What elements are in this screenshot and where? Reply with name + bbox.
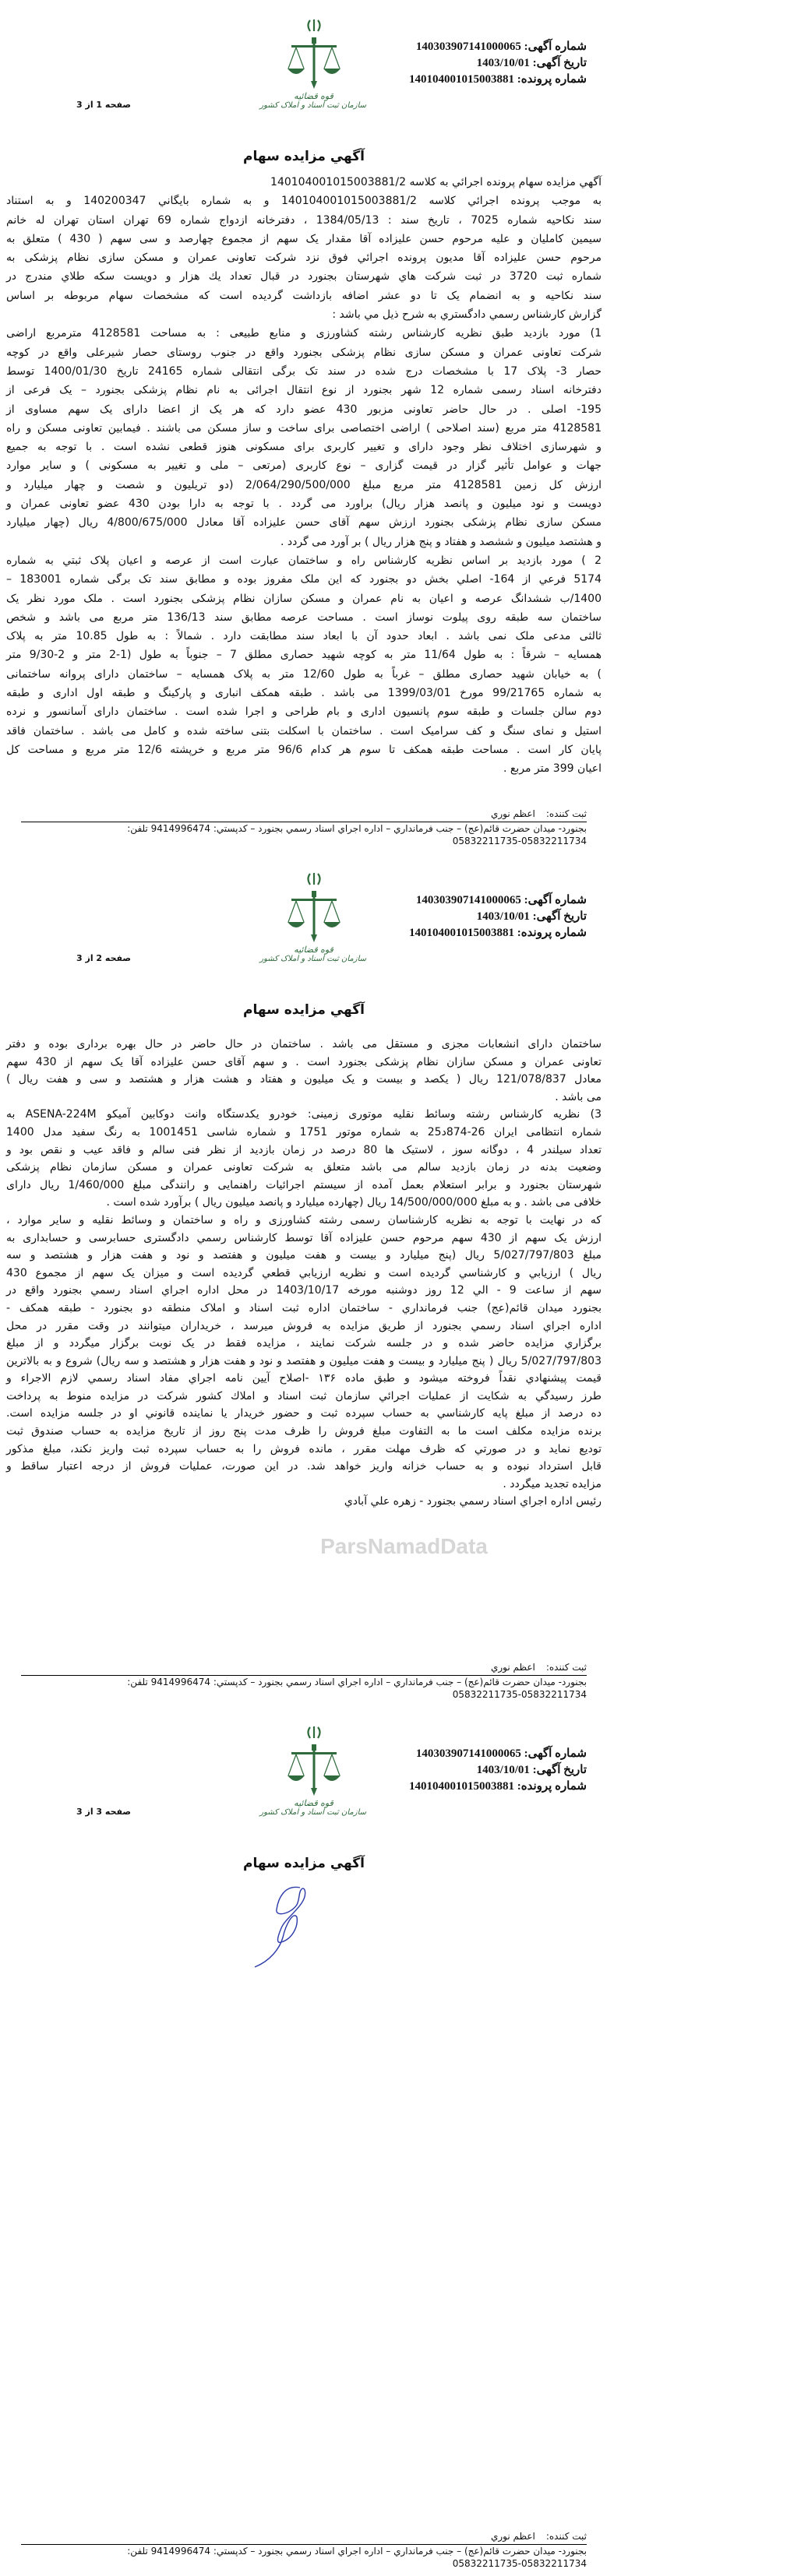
- judiciary-logo: [261, 1726, 366, 1831]
- ad-header: [409, 39, 587, 88]
- text-line: آگهي مزايده سهام پرونده اجرائي به كلاسه 140104001015003881/2: [270, 176, 602, 188]
- page-title: آگهي مزايده سهام: [243, 149, 365, 164]
- text-line: 4128581 متر مربع (سند اصلاحی ) اراضی اختصاصی برای ساخت و ساز مسکن می باشند . فیمابین تعاونی مسکن و راه: [6, 421, 602, 435]
- text-line: دفترخانه اسناد رسمی شماره 12 شهر بجنورد از نوع انتقال اجرائی به نام نظام پزشکی بجنورد – یک فرعی از: [6, 384, 602, 397]
- text-line: رئيس اداره اجراي اسناد رسمي بجنورد - زهره علي آبادي: [344, 1495, 602, 1508]
- signature-icon: [253, 1883, 323, 1969]
- notice-body: [6, 1036, 602, 1511]
- ad-number-label: شماره آگهی:: [524, 1747, 587, 1760]
- scales-of-justice-icon: [287, 1726, 341, 1797]
- text-line: 195- اصلی . در حال حاضر تعاونی مزبور 430 عضو دارد که هر یک از اعضا دارای یک سهم مساوی از: [6, 403, 602, 416]
- scales-of-justice-icon: [287, 872, 341, 944]
- ad-header: [409, 892, 587, 941]
- page-footer: [21, 794, 587, 847]
- text-line: بجنورد ميدان قائم(عج) جنب فرمانداري - ساختمان اداره ثبت اسناد و املاک منطقه دو بجنورد - طبقه همکف -: [6, 1301, 602, 1314]
- ad-number: [409, 39, 587, 55]
- text-line: ریال ) ارزيابي و كارشناسي گرديده است و نظريه ارزيابي قطعي گرديده است و ميزان يک سهم از مجموع 430: [6, 1266, 602, 1279]
- registrar-name: اعظم نوري: [490, 2531, 535, 2542]
- text-line: مسکن سازی نظام پزشکی بجنورد ارزش سهم آقای حسن علیزاده آقا معادل 4/800/675/000 ریال (چهار میلیارد: [6, 516, 602, 530]
- text-line: شهرستان بجنورد و برابر استعلام بعمل آمده از سیستم اجرائیات راهنمایی و رانندگی مبلغ 1/460/000 ریال دارای: [6, 1178, 602, 1191]
- ad-number: [409, 892, 587, 909]
- registrar-label: ثبت كننده:: [545, 2531, 587, 2542]
- signature: [253, 1883, 323, 1972]
- text-line: گزارش كارشناس رسمي دادگستري به شرح ذيل مي باشد :: [332, 308, 602, 322]
- file-number: [409, 1779, 587, 1795]
- text-line: سند نكاحيه شماره 7025 ، تاريخ سند : 1384/05/13 ، دفترخانه ازدواج شماره 69 تهران استان تهران له خانم: [6, 213, 602, 227]
- paragraph: [6, 173, 602, 192]
- text-line: سند نكاحيه و به انضمام يک تا دو عشر اضافه بازداشت گرديده است كه مشخصات سهام مربوطه بر اساس: [6, 289, 602, 302]
- logo-subtitle: سازمان ثبت اسناد و املاک کشور: [259, 955, 366, 963]
- file-number-value: 140104001015003881: [408, 927, 514, 939]
- logo-subtitle: سازمان ثبت اسناد و املاک کشور: [259, 101, 366, 110]
- ad-date-value: 1403/10/01: [476, 910, 530, 923]
- text-line: که در نهایت با توجه به نظریه کارشناسان رسمی رشته کشاورزی و راه و ساختمان و وسائط نقلیه و سایر موارد ،: [6, 1213, 602, 1226]
- ad-number-value: 140303907141000065: [415, 40, 521, 53]
- footer-address: بجنورد- ميدان حضرت قائم(عج) – جنب فرمانداري – اداره اجراي اسناد رسمي بجنورد – كدپستي: 9414996474 تلفن:: [127, 2546, 587, 2557]
- text-line: پایان کار است . مساحت طبقه همکف تا سوم هر کدام 96/6 متر مربع و خرپشته 12/6 متر مربع و مساحت کل: [6, 743, 602, 756]
- page-number: صفحه 2 از 3: [76, 953, 132, 963]
- ad-date-label: تاریخ آگهی:: [532, 57, 587, 69]
- text-line: شرکت تعاونی عمران و مسکن سازی نظام پزشکی بجنورد واقع در جنوب روستای حصار شیرعلی واقع در کوچه: [6, 346, 602, 359]
- footer-address: بجنورد- ميدان حضرت قائم(عج) – جنب فرمانداري – اداره اجراي اسناد رسمي بجنورد – كدپستي: 9414996474 تلفن:: [127, 1677, 587, 1687]
- text-line: قيمت پيشنهادي نقداً فروخته ميشود و طبق ماده ۱۳۶ -اصلاح آيين نامه اجراي مفاد اسناد رسمي لازم الاجراء و: [6, 1372, 602, 1385]
- text-line: دوم سالن جلسات و طبقه سوم پانسیون اداری و بام طراحی و اجرا شده است . ساختمان دارای آسانسور و نرده: [6, 706, 602, 719]
- registrar-label: ثبت كننده:: [545, 1662, 587, 1673]
- text-line: ثالثی مدعی ملک نمی باشد . ابعاد حدود آن با ابعاد سند مطابقت دارد . شمالاً : به طول 10.85 متر به پلاک: [6, 630, 602, 643]
- text-line: مرحوم حسن عليزاده آقا مديون پرونده اجرائي فوق نزد شرکت تعاونی عمران و مسکن سازی نظام پزشکی به: [6, 252, 602, 265]
- registrar: [21, 1659, 587, 1675]
- paragraph: [6, 192, 602, 324]
- text-line: ارزش کل زمین 4128581 متر مربع مبلغ 2/064/290/500/000 (دو تریلیون و شصت و چهار میلیارد و: [6, 478, 602, 491]
- text-line: خلافی می باشد . و به مبلغ 14/500/000/000 ریال (چهارده میلیارد و پانصد میلیون ریال ) برآورد شده است .: [106, 1196, 602, 1209]
- text-line: 3) نظریه کارشناس رشته وسائط نقلیه موتوری زمینی: خودرو یکدستگاه وانت دوکابین آمیکو ASENA-224M به: [6, 1108, 602, 1121]
- page-footer: [21, 2516, 587, 2570]
- footer-phones: 05832211735-05832211734: [452, 2558, 587, 2569]
- scales-of-justice-icon: [287, 19, 341, 90]
- text-line: و شهرسازی اختلاف نظر وجود دارای و تغییر کاربری برای مسکونی هنوز قطعی نشده است . با توجه به جمیع: [6, 441, 602, 454]
- text-line: به شماره 99/21765 مورخ 1399/03/01 می باشد . طبقه همکف انباری و پارکینگ و طبقه اول اداری و طبقه: [6, 687, 602, 700]
- footer-address: بجنورد- ميدان حضرت قائم(عج) – جنب فرمانداري – اداره اجراي اسناد رسمي بجنورد – كدپستي: 9414996474 تلفن:: [127, 823, 587, 834]
- text-line: طرز رسيدگي به شكايت از عمليات اجرائي سازمان ثبت اسناد و املاك كشور شركت در مزايده منوط به پرداخت: [6, 1389, 602, 1402]
- watermark: ParsNamadData: [320, 1534, 488, 1559]
- ad-date-value: 1403/10/01: [476, 1764, 530, 1776]
- text-line: ) به خیابان شهید حصاری مطلق – غرباً به طول 12/60 متر به پلاک همسایه – ساختمان دارای پروانه ساختمانی: [6, 667, 602, 681]
- text-line: ده درصد از مبلغ پايه كارشناسي به حساب سپرده ثبت و حضور خريدار يا نماينده قانوني او در جلسه مزايده است.: [6, 1407, 602, 1420]
- file-number-label: شماره پرونده:: [517, 927, 587, 939]
- paragraph: [6, 324, 602, 551]
- ad-number-value: 140303907141000065: [415, 1747, 521, 1760]
- registrar-name: اعظم نوري: [490, 1662, 535, 1673]
- text-line: شماره ثبت 3720 در ثبت شركت هاي شهرستان بجنورد در قبال تعداد يك هزار و دويست سكه طلاي مندرج در: [6, 270, 602, 283]
- ad-number-label: شماره آگهی:: [524, 40, 587, 53]
- text-line: ساختمان سه طبقه روی پیلوت نوساز است . مساحت عرصه مطابق سند 136/13 متر مربع می باشد و شخص: [6, 611, 602, 624]
- text-line: 5174 فرعي از 164- اصلي بخش دو بجنورد که این ملک مفروز بوده و مطابق سند تک برگی شماره 183001 –: [6, 573, 602, 586]
- paragraph: [6, 551, 602, 779]
- paragraph: [6, 1036, 602, 1106]
- page-footer: [21, 1647, 587, 1701]
- text-line: برنده مزايده مكلف است ما به التفاوت مبلغ فروش را ظرف مدت پنج روز از تاريخ مزايده به حساب صندوق ثبت: [6, 1425, 602, 1438]
- text-line: 5/027/797/803 ریال ( پنج میلیارد و بیست و هفت میلیون و هفتصد و نود و هفت هزار و هشتصد و سه ریال) شروع و به بالاترين: [6, 1354, 602, 1367]
- footer-phones: 05832211735-05832211734: [452, 1689, 587, 1700]
- file-number-value: 140104001015003881: [408, 1780, 514, 1793]
- text-line: سيمين كامليان و عليه مرحوم حسن عليزاده آقا مقدار يک سهم از مجموع چهارصد و سی سهم ( 430 ) متعلق به: [6, 232, 602, 245]
- text-line: قابل استرداد نبوده و به حساب خزانه واريز خواهد شد. در اين صورت، عمليات فروش از درجه اعتبار ساقط و: [6, 1460, 602, 1473]
- page-3: [0, 1707, 808, 2576]
- text-line: همسایه – شرقاً : به طول 11/64 متر به کوچه شهید حصاری مطلق 7 – جنوباً به طول (1-2 متر و 2-9/30 متر: [6, 649, 602, 662]
- logo-subtitle: سازمان ثبت اسناد و املاک کشور: [259, 1808, 366, 1817]
- file-number-value: 140104001015003881: [408, 73, 514, 86]
- text-line: 1400/ب ششدانگ عرصه و اعیان به نام عمران و مسکن سازان نظام پزشکی بجنورد است . ملک مورد نظر یک: [6, 592, 602, 605]
- text-line: اداره اجراي اسناد رسمي بجنورد از طريق مزايده به فروش ميرسد ، خريداران ميتوانند در وقت مقرر در محل: [6, 1319, 602, 1332]
- page-1: [0, 0, 808, 853]
- text-line: دویست و نود میلیون و پانصد هزار ریال) براورد می گردد . با توجه به دارا بودن 430 عضو تعاونی عمران و: [6, 498, 602, 511]
- text-line: و هشتصد میلیون و ششصد و هفتاد و پنج هزار ریال ) بر آورد می گردد .: [280, 535, 602, 548]
- page-number: صفحه 1 از 3: [76, 100, 132, 110]
- page-title: آگهي مزايده سهام: [243, 1002, 365, 1018]
- page-number: صفحه 3 از 3: [76, 1807, 132, 1817]
- ad-date-label: تاریخ آگهی:: [532, 910, 587, 923]
- text-line: مبلغ 5/027/797/803 ریال (پنج میلیارد و بیست و هفت میلیون و هفتصد و نود و هفت هزار و هشتصد و سه: [6, 1249, 602, 1262]
- registrar: [21, 806, 587, 822]
- notice-body: [6, 173, 602, 779]
- footer-phones: 05832211735-05832211734: [452, 836, 587, 846]
- text-line: تعاونی عمران و مسکن سازان نظام پزشکی بجنورد است . و سهم آقای حسن علیزاده آقا یک سهم از 430 سهم: [6, 1055, 602, 1068]
- ad-date-label: تاریخ آگهی:: [532, 1764, 587, 1776]
- text-line: به موجب پرونده اجرائي كلاسه 140104001015003881/2 و به شماره بايگاني 140200347 و به استناد: [6, 195, 602, 208]
- ad-date: [409, 55, 587, 72]
- ad-number: [409, 1746, 587, 1762]
- text-line: جهات و عوامل تأثیر گزار در قیمت گزاری – نوع کاربری (مرتعی – ملی و تغییر به مسکونی ) و سایر موارد: [6, 459, 602, 473]
- text-line: 1) مورد بازدید طبق نظریه کارشناس رشته کشاورزی و منابع طبیعی : به مساحت 4128581 مترمربع اراضی: [6, 327, 602, 340]
- ad-number-label: شماره آگهی:: [524, 894, 587, 906]
- file-number-label: شماره پرونده:: [517, 73, 587, 86]
- page-2: [0, 853, 808, 1707]
- ad-number-value: 140303907141000065: [415, 894, 521, 906]
- file-number-label: شماره پرونده:: [517, 1780, 587, 1793]
- paragraph: [6, 1106, 602, 1212]
- text-line: توديع نمايد و در صورتي كه ظرف مهلت مقرر ، مانده فروش را به حساب سپرده ثبت واريز نكند، مبلغ مذكور: [6, 1442, 602, 1455]
- file-number: [409, 72, 587, 88]
- text-line: مزايده تجديد ميگردد .: [503, 1477, 602, 1490]
- judiciary-logo: [261, 872, 366, 977]
- logo-title: قوه قضائیه: [294, 1798, 333, 1808]
- text-line: معادل 121/078/837 ریال ( یکصد و بیست و یک میلیون و هفتاد و هشت هزار و هشتصد و سی و هفت ریال ): [6, 1073, 602, 1086]
- text-line: 2 ) مورد بازدید بر اساس نظریه کارشناس راه و ساختمان عبارت است از عرصه و اعیان پلاک ثبتي به شماره: [6, 554, 602, 567]
- ad-date: [409, 1762, 587, 1779]
- logo-title: قوه قضائیه: [294, 945, 333, 955]
- logo-title: قوه قضائیه: [294, 91, 333, 101]
- text-line: وضعیت بدنه در زمان بازدید سالم می باشد متعلق به شرکت تعاونی عمران و مسکن سازمان نظام پزشکی: [6, 1161, 602, 1174]
- text-line: می باشد .: [555, 1090, 602, 1103]
- text-line: ارزش یک سهم از 430 سهم مرحوم حسن علیزاده آقا توسط کارشناس رسمي دادگستری حسابرسی و حسابداری به: [6, 1231, 602, 1244]
- ad-header: [409, 1746, 587, 1795]
- text-line: اعیان 399 متر مربع .: [503, 762, 602, 776]
- text-line: شماره انتظامی ایران 26-874د25 به شماره موتور 1751 و شماره شاسی 1001451 به رنگ سفید مدل 1400: [6, 1125, 602, 1138]
- file-number: [409, 925, 587, 941]
- registrar-name: اعظم نوري: [490, 808, 535, 819]
- page-title: آگهي مزايده سهام: [243, 1856, 365, 1871]
- ad-date: [409, 909, 587, 925]
- judiciary-logo: [261, 19, 366, 124]
- text-line: تعداد سیلندر 4 ، دوگانه سوز ، لاستیک ها 80 درصد در زمان بازدید از نظر فنی سالم و فاقد عیب و نقص بود و: [6, 1143, 602, 1156]
- text-line: سهم از ساعت 9 - الي 12 روز دوشنبه مورخه 1403/10/17 در محل اداره اجراي اسناد رسمي بجنورد واقع در: [6, 1284, 602, 1297]
- ad-date-value: 1403/10/01: [476, 57, 530, 69]
- paragraph: [6, 1212, 602, 1494]
- text-line: استیل و نمای سنگ و کف سرامیک است . ساختمان با اسکلت بتنی ساخته شده و کامل می باشد . ساختمان فاقد: [6, 724, 602, 737]
- registrar-label: ثبت كننده:: [545, 808, 587, 819]
- paragraph: [6, 1493, 602, 1511]
- text-line: ساختمان دارای انشعابات مجزی و مستقل می باشد . ساختمان در حال حاضر در حال بهره برداری بوده و دفتر: [6, 1038, 602, 1050]
- text-line: حصار 3- پلاک 17 با مشخصات درج شده در سند تک برگی انتقالی شماره 24165 تاریخ 1400/01/30 توسط: [6, 364, 602, 378]
- text-line: برگزاري مزايده حاضر شده و در جلسه شركت نمايند ، مزايده فقط در يک نوبت برگزار ميگردد و از مبلغ: [6, 1337, 602, 1350]
- registrar: [21, 2528, 587, 2544]
